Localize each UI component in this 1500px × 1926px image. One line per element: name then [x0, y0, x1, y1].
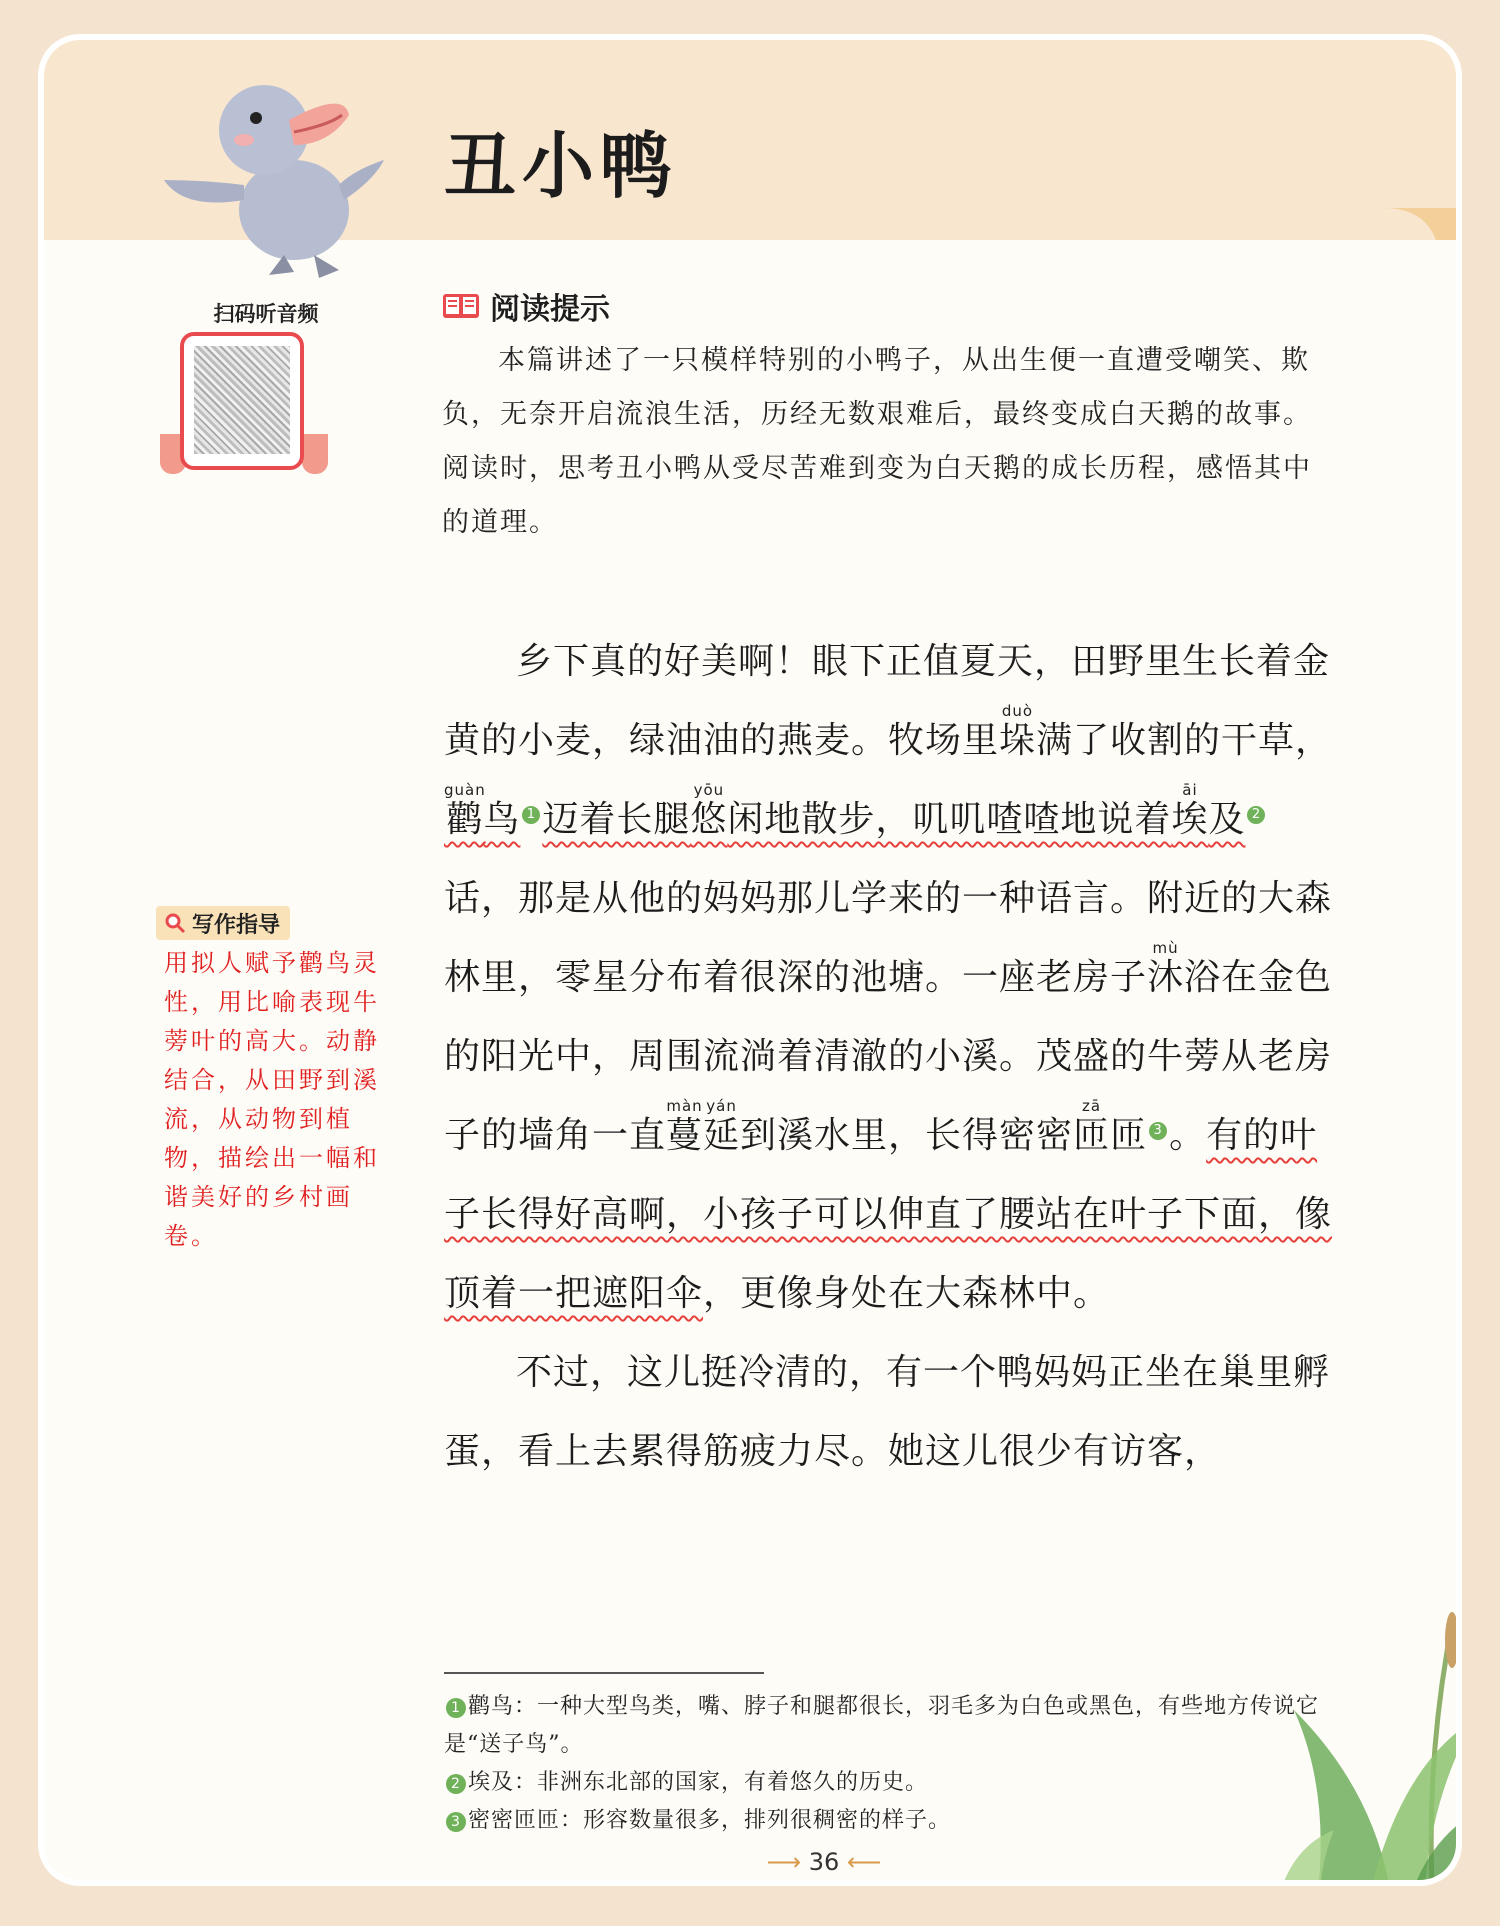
highlight-leaves: 有的叶子长得好高啊，小孩子可以伸直了腰站在叶子下面，像顶着一把遮阳伞	[444, 1115, 1333, 1314]
writing-guide-heading	[156, 906, 290, 940]
ruby-mu: 沐mù	[1147, 939, 1185, 998]
page-number: ⟶ 36 ⟵	[766, 1848, 882, 1876]
magnifier-icon	[164, 912, 186, 934]
audio-label: 扫码听音频	[213, 302, 319, 326]
ruby-za: 匝zā	[1073, 1097, 1111, 1156]
footnotes	[444, 1688, 1324, 1840]
qr-frame-ear-right	[302, 434, 328, 474]
ruby-you: 悠yōu	[690, 781, 728, 840]
page-title: 丑小鸭	[444, 124, 679, 208]
story-paragraph-1: 乡下真的好美啊！眼下正值夏天，田野里生长着金黄的小麦，绿油油的燕麦。牧场里垛duò满了收割的干草，鹳guàn鸟 1 迈着长腿悠yōu闲地散步，叽叽喳喳地说着埃āi及 2话，那是从他的妈妈那儿学来的一种语言。附近的大森林里，零星分布着很深的池塘。一座老房子沐mù浴在金色的阳光中，周围流淌着清澈的小溪。茂盛的牛蒡从老房子的墙角一直蔓màn延yán到溪水里，长得密密匝zā匝 3 。有的叶子长得好高啊，小孩子可以伸直了腰站在叶子下面，像顶着一把遮阳伞，更像身处在大森林中。	[444, 641, 1333, 1314]
ruby-ai: 埃āi	[1171, 781, 1209, 840]
story-text	[444, 622, 1334, 1491]
writing-guide-text: 用拟人赋予鹳鸟灵性，用比喻表现牛蒡叶的高大。动静结合，从田野到溪流，从动物到植物，描绘出一幅和谐美好的乡村画卷。	[164, 949, 380, 1250]
reading-tip-heading	[442, 284, 610, 328]
ruby-yan: 延yán	[703, 1097, 741, 1156]
ugly-duckling-illustration	[144, 60, 384, 280]
highlight-stork: 鹳guàn鸟 1 迈着长腿悠yōu闲地散步，叽叽喳喳地说着埃āi及	[444, 781, 1246, 840]
footnote-marker-3[interactable]: 3	[1149, 1122, 1167, 1140]
qr-code[interactable]	[194, 346, 290, 454]
ruby-man: 蔓màn	[666, 1097, 704, 1156]
footnote-marker-2[interactable]: 2	[1247, 806, 1265, 824]
story-paragraph-2: 不过，这儿挺冷清的，有一个鸭妈妈正坐在巢里孵蛋，看上去累得筋疲力尽。她这儿很少有访客，	[444, 1352, 1331, 1472]
footnote-divider	[444, 1672, 764, 1674]
ruby-duo: 垛duò	[999, 702, 1037, 761]
footnote-1: 1 鹳鸟：一种大型鸟类，嘴、脖子和腿都很长，羽毛多为白色或黑色，有些地方传说它是“送子鸟”。	[444, 1694, 1320, 1757]
open-book-icon	[442, 291, 480, 321]
writing-guide-title: 写作指导	[192, 912, 281, 938]
footnote-2: 2 埃及：非洲东北部的国家，有着悠久的历史。	[444, 1764, 1324, 1802]
reading-tip-text: 本篇讲述了一只模样特别的小鸭子，从出生便一直遭受嘲笑、欺负，无奈开启流浪生活，历经无数艰难后，最终变成白天鹅的故事。阅读时，思考丑小鸭从受尽苦难到变为白天鹅的成长历程，感悟其中的道理。	[442, 345, 1312, 538]
footnote-3: 3 密密匝匝：形容数量很多，排列很稠密的样子。	[444, 1802, 1324, 1840]
ruby-guan: 鹳guàn	[444, 781, 486, 840]
reading-tip-title: 阅读提示	[490, 292, 610, 327]
footnote-marker-1[interactable]: 1	[522, 806, 540, 824]
book-page	[44, 40, 1456, 1880]
reed-plant-illustration	[1274, 1600, 1456, 1880]
